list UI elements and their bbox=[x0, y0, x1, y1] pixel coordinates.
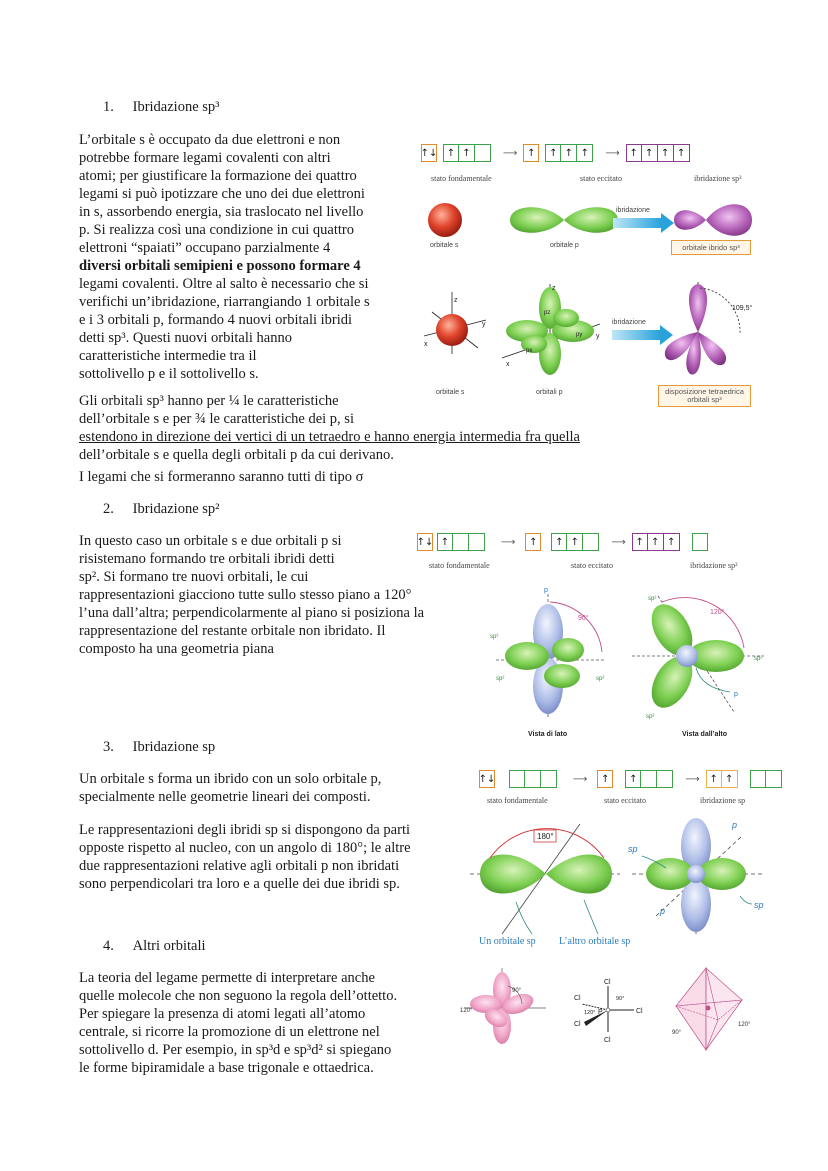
angle-label: 120° bbox=[460, 1008, 473, 1014]
sp-with-p-orbitals bbox=[632, 818, 762, 934]
text-line: composto ha una geometria piana bbox=[79, 641, 274, 657]
electron-box: ↑ bbox=[561, 144, 577, 162]
electron-box: ↑↓ bbox=[479, 770, 495, 788]
sp-box-diagram bbox=[479, 770, 788, 788]
electron-box: ↑ bbox=[551, 533, 567, 551]
electron-box: ↑ bbox=[642, 144, 658, 162]
section-3-paragraph-1 bbox=[79, 770, 469, 806]
box-group bbox=[692, 533, 708, 551]
text-line: dell’orbitale s e per ¾ le caratteristiche dei p, si bbox=[79, 411, 354, 427]
box-group-excited bbox=[523, 144, 539, 162]
electron-box: ↑ bbox=[597, 770, 613, 788]
sp2-box-diagram bbox=[417, 533, 714, 551]
orbital-label: sp bbox=[628, 844, 638, 854]
section-2-title: Ibridazione sp² bbox=[132, 501, 220, 517]
box-label: stato eccitato bbox=[571, 561, 613, 570]
electron-box bbox=[692, 533, 708, 551]
text-line: verifichi un’ibridazione, riarrangiando 1 orbitale s bbox=[79, 294, 370, 310]
arrow-icon: ⟶ bbox=[573, 773, 588, 785]
electron-box bbox=[469, 533, 485, 551]
sp3-tetrahedral-orbitals bbox=[665, 282, 740, 374]
octahedron-shape bbox=[676, 968, 742, 1050]
sp-caption-2: L’altro orbitale sp bbox=[559, 936, 631, 947]
section-1-paragraph bbox=[79, 131, 409, 383]
arrow-icon: ⟶ bbox=[605, 147, 620, 159]
text-line: potrebbe formare legami covalenti con altri bbox=[79, 150, 331, 166]
electron-box: ↑ bbox=[626, 144, 642, 162]
text-line: sottolivello d. Per esempio, in sp³d e sp³d² si spiegano bbox=[79, 1042, 392, 1058]
box-label: ibridazione sp² bbox=[690, 561, 738, 570]
text-line: centrale, si ricorre la promozione di un elettrone nel bbox=[79, 1024, 380, 1040]
angle-label: 90° bbox=[578, 615, 589, 622]
pointer-line bbox=[516, 902, 532, 934]
angle-label: 90° bbox=[672, 1030, 682, 1036]
sp2-side-view bbox=[496, 594, 606, 718]
caption: orbitale s bbox=[436, 389, 465, 396]
section-1-title: Ibridazione sp³ bbox=[132, 99, 220, 115]
electron-box: ↑ bbox=[525, 533, 541, 551]
caption: ibridazione bbox=[616, 207, 650, 214]
orbital-label: sp² bbox=[754, 656, 763, 662]
text-line: I legami che si formeranno saranno tutti di tipo σ bbox=[79, 469, 364, 485]
arrow-icon bbox=[612, 330, 660, 340]
text-line: Per spiegare la presenza di atomi legati all’atomo bbox=[79, 1006, 366, 1022]
box-group-hybrid bbox=[626, 144, 690, 162]
text-line: rappresentazione del restante orbitale non ibridato. Il bbox=[79, 623, 386, 639]
caption: ibridazione bbox=[612, 319, 646, 326]
section-2-heading bbox=[103, 501, 220, 518]
box-group bbox=[750, 770, 782, 788]
arrow-icon: ⟶ bbox=[611, 536, 626, 548]
section-3-title: Ibridazione sp bbox=[132, 739, 216, 755]
electron-box: ↑ bbox=[648, 533, 664, 551]
arrow-icon: ⟶ bbox=[503, 147, 518, 159]
box-group bbox=[706, 770, 738, 788]
text-line: Un orbitale s forma un ibrido con un solo orbitale p, bbox=[79, 771, 382, 787]
box-group bbox=[525, 533, 541, 551]
text-line: elettroni “spaiati” occupano parzialmente 4 bbox=[79, 240, 331, 256]
electron-box: ↑ bbox=[658, 144, 674, 162]
view-caption: Vista di lato bbox=[528, 731, 568, 738]
electron-box: ↑ bbox=[459, 144, 475, 162]
section-1-number: 1. bbox=[103, 99, 114, 115]
text-line: sottolivello p e il sottolivello s. bbox=[79, 366, 259, 382]
text-line: Le rappresentazioni degli ibridi sp si dispongono da parti bbox=[79, 822, 411, 838]
text-line: sono perpendicolari tra loro e a quelle dei due ibridi sp. bbox=[79, 876, 400, 892]
text-line: legami si può ipotizzare che uno dei due elettroni bbox=[79, 186, 365, 202]
orbital-label: p bbox=[732, 820, 738, 830]
electron-box bbox=[583, 533, 599, 551]
sp2-top-view bbox=[632, 596, 764, 715]
sp3-box-diagram bbox=[421, 144, 696, 162]
text-line: specialmente nelle geometrie lineari dei composti. bbox=[79, 789, 371, 805]
box-group-ground-p bbox=[443, 144, 491, 162]
orbital-label: sp² bbox=[490, 634, 499, 640]
text-line: quelle molecole che non seguono la regola dell’ottetto. bbox=[79, 988, 398, 1004]
electron-box: ↑ bbox=[523, 144, 539, 162]
box-label: stato fondamentale bbox=[487, 796, 548, 805]
electron-box: ↑ bbox=[577, 144, 593, 162]
section-4-paragraph bbox=[79, 969, 469, 1077]
text-line: legami covalenti. Oltre al salto è necessario che si bbox=[79, 276, 369, 292]
angle-label: 90° bbox=[512, 988, 522, 994]
electron-box: ↑ bbox=[443, 144, 459, 162]
text-line: le forme bipiramidale a base trigonale e ottaedrica. bbox=[79, 1060, 374, 1076]
angle-label: 180° bbox=[537, 832, 554, 841]
angle-label: 120° bbox=[738, 1022, 751, 1028]
orbital-label: sp bbox=[754, 900, 764, 910]
p-orbital-lobes bbox=[510, 207, 618, 233]
section-3-number: 3. bbox=[103, 739, 114, 755]
axis-label: px bbox=[526, 348, 533, 354]
text-line: e i 3 orbitali p, formando 4 nuovi orbitali ibridi bbox=[79, 312, 353, 328]
box-group bbox=[437, 533, 485, 551]
electron-box: ↑ bbox=[706, 770, 722, 788]
box-label: stato fondamentale bbox=[429, 561, 490, 570]
electron-box: ↑ bbox=[674, 144, 690, 162]
orbital-label: p bbox=[544, 587, 548, 594]
tetrahedral-label: disposizione tetraedrica orbitali sp³ bbox=[658, 385, 751, 407]
electron-box bbox=[475, 144, 491, 162]
text-line: estendono in direzione dei vertici di un tetraedro e hanno energia intermedia fra quella bbox=[79, 429, 580, 445]
orbital-label: p bbox=[734, 691, 738, 698]
electron-box bbox=[453, 533, 469, 551]
electron-box bbox=[657, 770, 673, 788]
box-group bbox=[632, 533, 680, 551]
sp-orbital-figure bbox=[456, 816, 776, 952]
text-line: rappresentazioni giacciono tutte sullo stesso piano a 120° bbox=[79, 587, 412, 603]
text-line: atomi; per giustificare la formazione dei quattro bbox=[79, 168, 357, 184]
section-3-heading bbox=[103, 739, 215, 756]
text-line: opposte rispetto al nucleo, con un angolo di 180°; le altre bbox=[79, 840, 411, 856]
atom-label: Cl bbox=[574, 1021, 581, 1028]
other-orbitals-figure bbox=[456, 964, 776, 1064]
box-label: stato eccitato bbox=[580, 174, 622, 183]
section-4-heading bbox=[103, 938, 206, 955]
p-orbitals-three bbox=[502, 284, 600, 375]
text-line: La teoria del legame permette di interpretare anche bbox=[79, 970, 375, 986]
atom-label: Cl bbox=[636, 1008, 643, 1015]
box-group-excited-p bbox=[545, 144, 593, 162]
caption: orbitale s bbox=[430, 242, 459, 249]
angle-label: 120° bbox=[584, 1010, 596, 1016]
view-caption: Vista dall’alto bbox=[682, 731, 727, 738]
text-line: detti sp³. Questi nuovi orbitali hanno bbox=[79, 330, 292, 346]
text-line: caratteristiche intermedie tra il bbox=[79, 348, 257, 364]
electron-box bbox=[766, 770, 782, 788]
electron-box: ↑↓ bbox=[417, 533, 433, 551]
electron-box: ↑ bbox=[567, 533, 583, 551]
s-orbital-sphere bbox=[428, 203, 462, 237]
sp3-hybrid-orbital bbox=[674, 204, 752, 236]
arrow-icon: ⟶ bbox=[685, 773, 700, 785]
sp3d-pink-orbitals bbox=[464, 968, 546, 1044]
arrow-icon bbox=[613, 218, 661, 228]
electron-box: ↑ bbox=[625, 770, 641, 788]
axis-label: pz bbox=[544, 310, 551, 316]
text-line: dell’orbitale s e quella degli orbitali p da cui derivano. bbox=[79, 447, 394, 463]
text-line: diversi orbitali semipieni e possono formare 4 bbox=[79, 258, 361, 274]
axis-label: z bbox=[454, 297, 458, 304]
angle-label: 120° bbox=[710, 609, 725, 616]
atom-label: P bbox=[598, 1009, 603, 1016]
electron-box bbox=[750, 770, 766, 788]
electron-box: ↑↓ bbox=[421, 144, 437, 162]
text-line: p. Si realizza così una condizione in cui quattro bbox=[79, 222, 355, 238]
axis-label: y bbox=[596, 333, 600, 340]
electron-box bbox=[525, 770, 541, 788]
section-4-title: Altri orbitali bbox=[132, 938, 206, 954]
arrow-icon: ⟶ bbox=[501, 536, 516, 548]
text-line: In questo caso un orbitale s e due orbitali p si bbox=[79, 533, 342, 549]
text-line: in s, assorbendo energia, sia traslocato nel livello bbox=[79, 204, 364, 220]
hybrid-orbital-label: orbitale ibrido sp³ bbox=[671, 240, 751, 255]
atom-label: Cl bbox=[604, 979, 611, 986]
box-group bbox=[479, 770, 495, 788]
electron-box: ↑ bbox=[632, 533, 648, 551]
electron-box bbox=[641, 770, 657, 788]
orbital-label: sp² bbox=[496, 676, 505, 682]
section-1-heading bbox=[103, 99, 220, 116]
box-group bbox=[625, 770, 673, 788]
electron-box bbox=[541, 770, 557, 788]
electron-box: ↑ bbox=[545, 144, 561, 162]
box-label: ibridazione sp³ bbox=[694, 174, 742, 183]
arrow-head bbox=[660, 325, 673, 345]
pointer-line bbox=[584, 900, 598, 934]
orbital-label: sp² bbox=[596, 676, 605, 682]
sp3-orbital-figure bbox=[416, 196, 768, 414]
sp-caption-1: Un orbitale sp bbox=[479, 936, 536, 947]
angle-label: 90° bbox=[616, 996, 625, 1002]
text-line: l’una dall’altra; perpendicolarmente al piano si posiziona la bbox=[79, 605, 425, 621]
text-line: Gli orbitali sp³ hanno per ¼ le caratteristiche bbox=[79, 393, 339, 409]
box-group bbox=[597, 770, 613, 788]
caption: orbitale p bbox=[550, 242, 579, 249]
angle-label: 109,5° bbox=[732, 305, 753, 312]
electron-box: ↑ bbox=[437, 533, 453, 551]
box-group bbox=[551, 533, 599, 551]
pcl5-structure bbox=[582, 986, 634, 1032]
text-line: due rappresentazioni relative agli orbitali p non ibridati bbox=[79, 858, 400, 874]
atom-label: Cl bbox=[604, 1037, 611, 1044]
box-group bbox=[509, 770, 557, 788]
section-3-paragraph-2 bbox=[79, 821, 469, 893]
text-line: sp². Si formano tre nuovi orbitali, le cui bbox=[79, 569, 309, 585]
sp2-orbital-figure bbox=[482, 582, 772, 742]
axis-label: py bbox=[576, 332, 583, 338]
orbital-label: sp² bbox=[648, 596, 657, 602]
axis-label: x bbox=[506, 361, 510, 368]
electron-box: ↑ bbox=[664, 533, 680, 551]
box-label: ibridazione sp bbox=[700, 796, 746, 805]
section-2-number: 2. bbox=[103, 501, 114, 517]
electron-box bbox=[509, 770, 525, 788]
section-4-number: 4. bbox=[103, 938, 114, 954]
electron-box: ↑ bbox=[722, 770, 738, 788]
caption: orbitali p bbox=[536, 389, 563, 396]
box-group bbox=[417, 533, 433, 551]
text-line: risistemano formando tre orbitali ibridi detti bbox=[79, 551, 335, 567]
axis-label: y bbox=[482, 321, 486, 328]
text-line: L’orbitale s è occupato da due elettroni e non bbox=[79, 132, 341, 148]
box-group-ground bbox=[421, 144, 437, 162]
box-label: stato fondamentale bbox=[431, 174, 492, 183]
atom-label: Cl bbox=[574, 995, 581, 1002]
box-label: stato eccitato bbox=[604, 796, 646, 805]
axis-label: z bbox=[552, 285, 556, 292]
arrow-head bbox=[661, 213, 674, 233]
orbital-label: sp² bbox=[646, 714, 655, 720]
orbital-label: p bbox=[660, 906, 666, 916]
section-1-sigma-note bbox=[79, 468, 363, 486]
axis-label: x bbox=[424, 341, 428, 348]
